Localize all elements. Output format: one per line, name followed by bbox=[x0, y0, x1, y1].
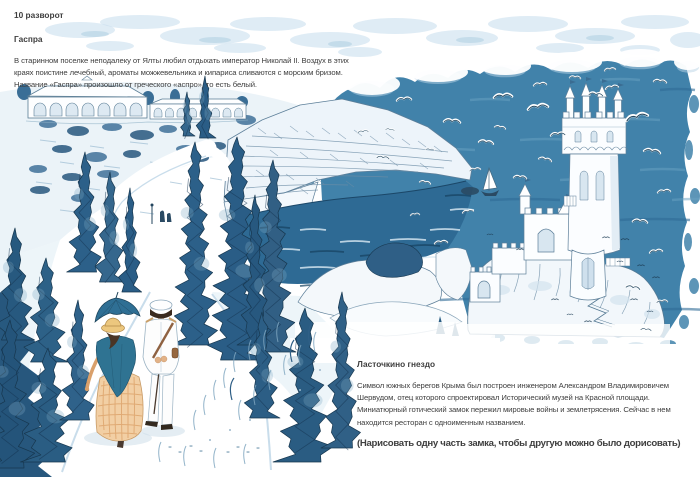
drawing-instruction: (Нарисовать одну часть замка, чтобы другую можно было дорисовать) bbox=[357, 437, 681, 449]
sea-rock bbox=[461, 187, 479, 195]
swallows-nest-body-line: Шервудом, отец которого спроектировал Исторический музей на Красной площади. bbox=[357, 393, 650, 403]
trouser-leg bbox=[162, 374, 174, 425]
distant-figure bbox=[160, 211, 165, 223]
satchel bbox=[172, 348, 178, 358]
swallows-nest-body-line: находится ресторан с одноименным названием. bbox=[357, 417, 526, 427]
shoe bbox=[161, 424, 173, 430]
white-cap bbox=[150, 300, 172, 310]
gaspra-body-line: краях поистине лечебный, ароматы можжевельника и кипариса сливаются с морским бризом. bbox=[14, 68, 343, 78]
gaspra-title: Гаспра bbox=[14, 34, 43, 44]
boot bbox=[117, 441, 124, 448]
distant-figure bbox=[167, 213, 172, 222]
hands bbox=[155, 357, 161, 363]
swallows-nest-body-line: Миниатюрный готический замок пережил мировые войны и землетрясения. Сейчас в нем bbox=[357, 405, 671, 415]
gaspra-text-block bbox=[14, 10, 349, 92]
spread-label: 10 разворот bbox=[14, 10, 64, 20]
swallows-nest-title: Ласточкино гнездо bbox=[357, 359, 436, 369]
gaspra-body-line: В старинном поселке неподалеку от Ялты любил отдыхать император Николай II. Воздух в этих bbox=[14, 56, 349, 65]
parasol bbox=[95, 298, 140, 322]
gaspra-body-line: Название «Гаспра» произошло от греческого «аспро», то есть белый. bbox=[14, 80, 257, 90]
swallows-nest-text-block bbox=[357, 359, 680, 449]
swallows-nest-body-line: Символ южных берегов Крыма был построен инженером Александром Владимировичем bbox=[357, 381, 669, 390]
